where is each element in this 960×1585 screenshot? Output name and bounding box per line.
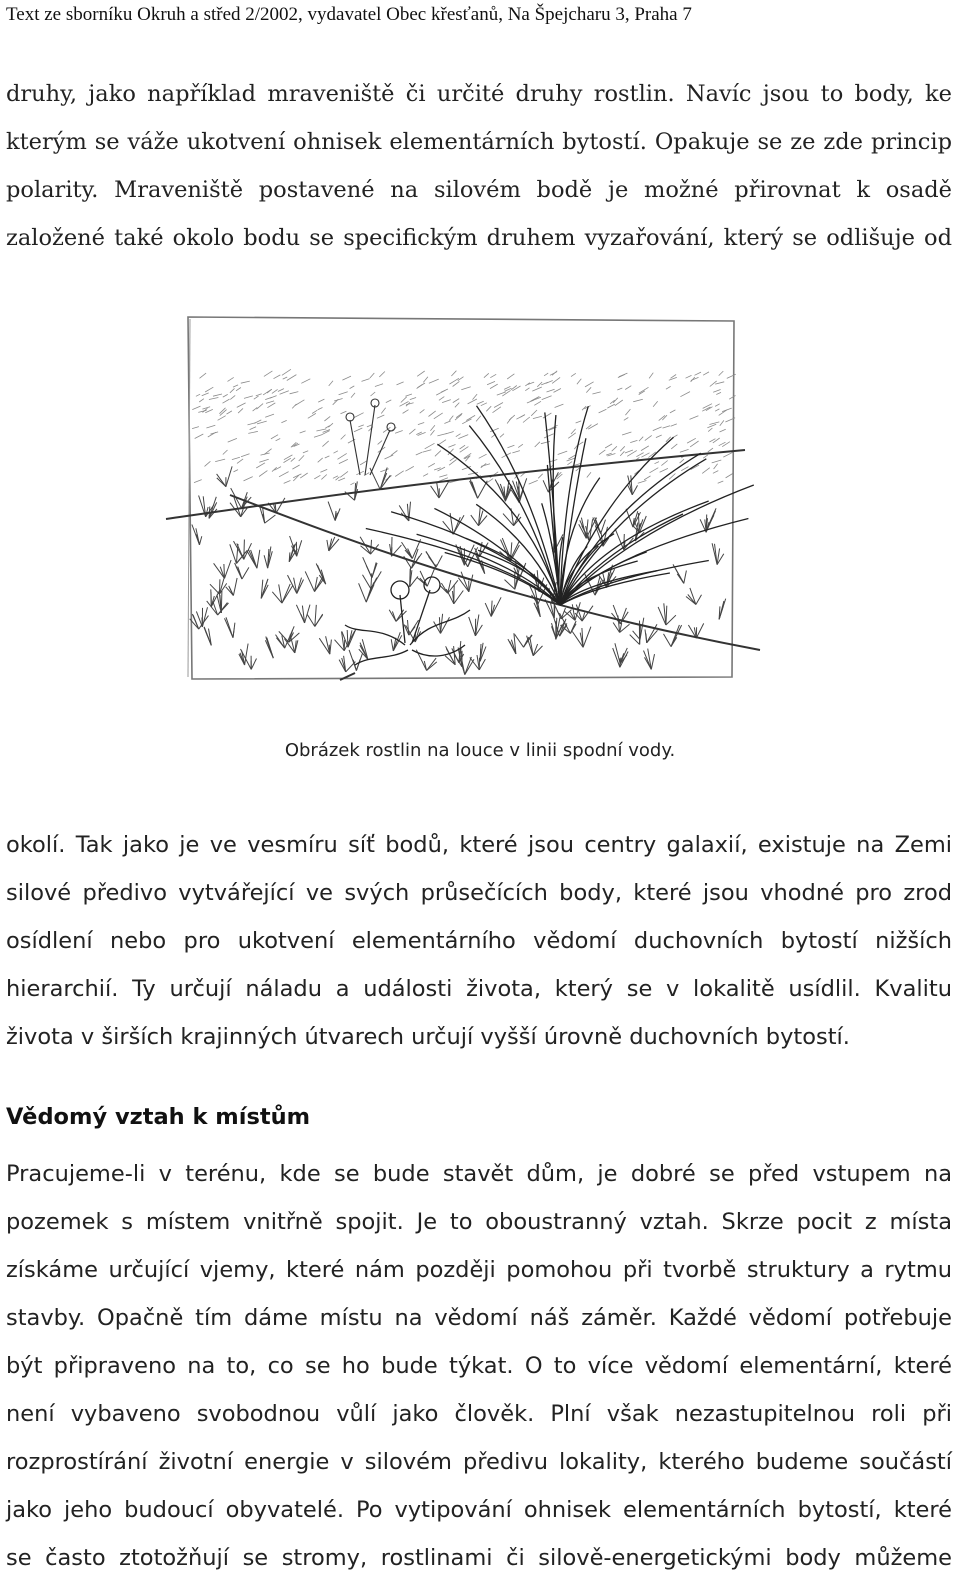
paragraph-line: pozemek s místem vnitřně spojit. Je to oboustranný vztah. Skrze pocit z místa xyxy=(6,1209,952,1235)
paragraph-line: rozprostírání životní energie v silovém předivu lokality, kterého budeme součástí xyxy=(6,1449,952,1475)
paragraph-line: stavby. Opačně tím dáme místu na vědomí náš záměr. Každé vědomí potřebuje xyxy=(6,1305,952,1331)
paragraph-line: jako jeho budoucí obyvatelé. Po vytipování ohnisek elementárních bytostí, které xyxy=(6,1497,952,1523)
paragraph-line: založené také okolo bodu se specifickým druhem vyzařování, který se odlišuje od xyxy=(6,225,952,251)
meadow-plants-drawing xyxy=(160,305,800,725)
paragraph-line: hierarchií. Ty určují náladu a události života, který se v lokalitě usídlil. Kvalitu xyxy=(6,976,952,1002)
section-heading: Vědomý vztah k místům xyxy=(6,1104,311,1130)
paragraph-line: být připraveno na to, co se ho bude týkat. O to více vědomí elementární, které xyxy=(6,1353,952,1379)
paragraph-line: okolí. Tak jako je ve vesmíru síť bodů, které jsou centry galaxií, existuje na Zemi xyxy=(6,832,952,858)
paragraph-line: Pracujeme-li v terénu, kde se bude stavět dům, je dobré se před vstupem na xyxy=(6,1161,952,1187)
paragraph-line: získáme určující vjemy, které nám později pomohou při tvorbě struktury a rytmu xyxy=(6,1257,952,1283)
paragraph-1 xyxy=(6,70,952,262)
paragraph-line: druhy, jako například mraveniště či určité druhy rostlin. Navíc jsou to body, ke xyxy=(6,81,952,107)
paragraph-line: silové předivo vytvářející ve svých průsečících body, které jsou vhodné pro zrod xyxy=(6,880,952,906)
paragraph-line: osídlení nebo pro ukotvení elementárního vědomí duchovních bytostí nižších xyxy=(6,928,952,954)
document-header: Text ze sborníku Okruh a střed 2/2002, vydavatel Obec křesťanů, Na Špejcharu 3, Praha 7 xyxy=(6,4,692,25)
paragraph-line: kterým se váže ukotvení ohnisek elementárních bytostí. Opakuje se ze zde princip xyxy=(6,129,952,155)
paragraph-line: života v širších krajinných útvarech určují vyšší úrovně duchovních bytostí. xyxy=(6,1024,850,1050)
paragraph-3 xyxy=(6,1150,952,1582)
figure-caption: Obrázek rostlin na louce v linii spodní vody. xyxy=(284,740,676,761)
paragraph-2 xyxy=(6,821,952,1061)
paragraph-line: se často ztotožňují se stromy, rostlinami či silově-energetickými body můžeme xyxy=(6,1545,952,1571)
paragraph-line: polarity. Mraveniště postavené na silovém bodě je možné přirovnat k osadě xyxy=(6,177,952,203)
paragraph-line: není vybaveno svobodnou vůlí jako člověk. Plní však nezastupitelnou roli při xyxy=(6,1401,952,1427)
